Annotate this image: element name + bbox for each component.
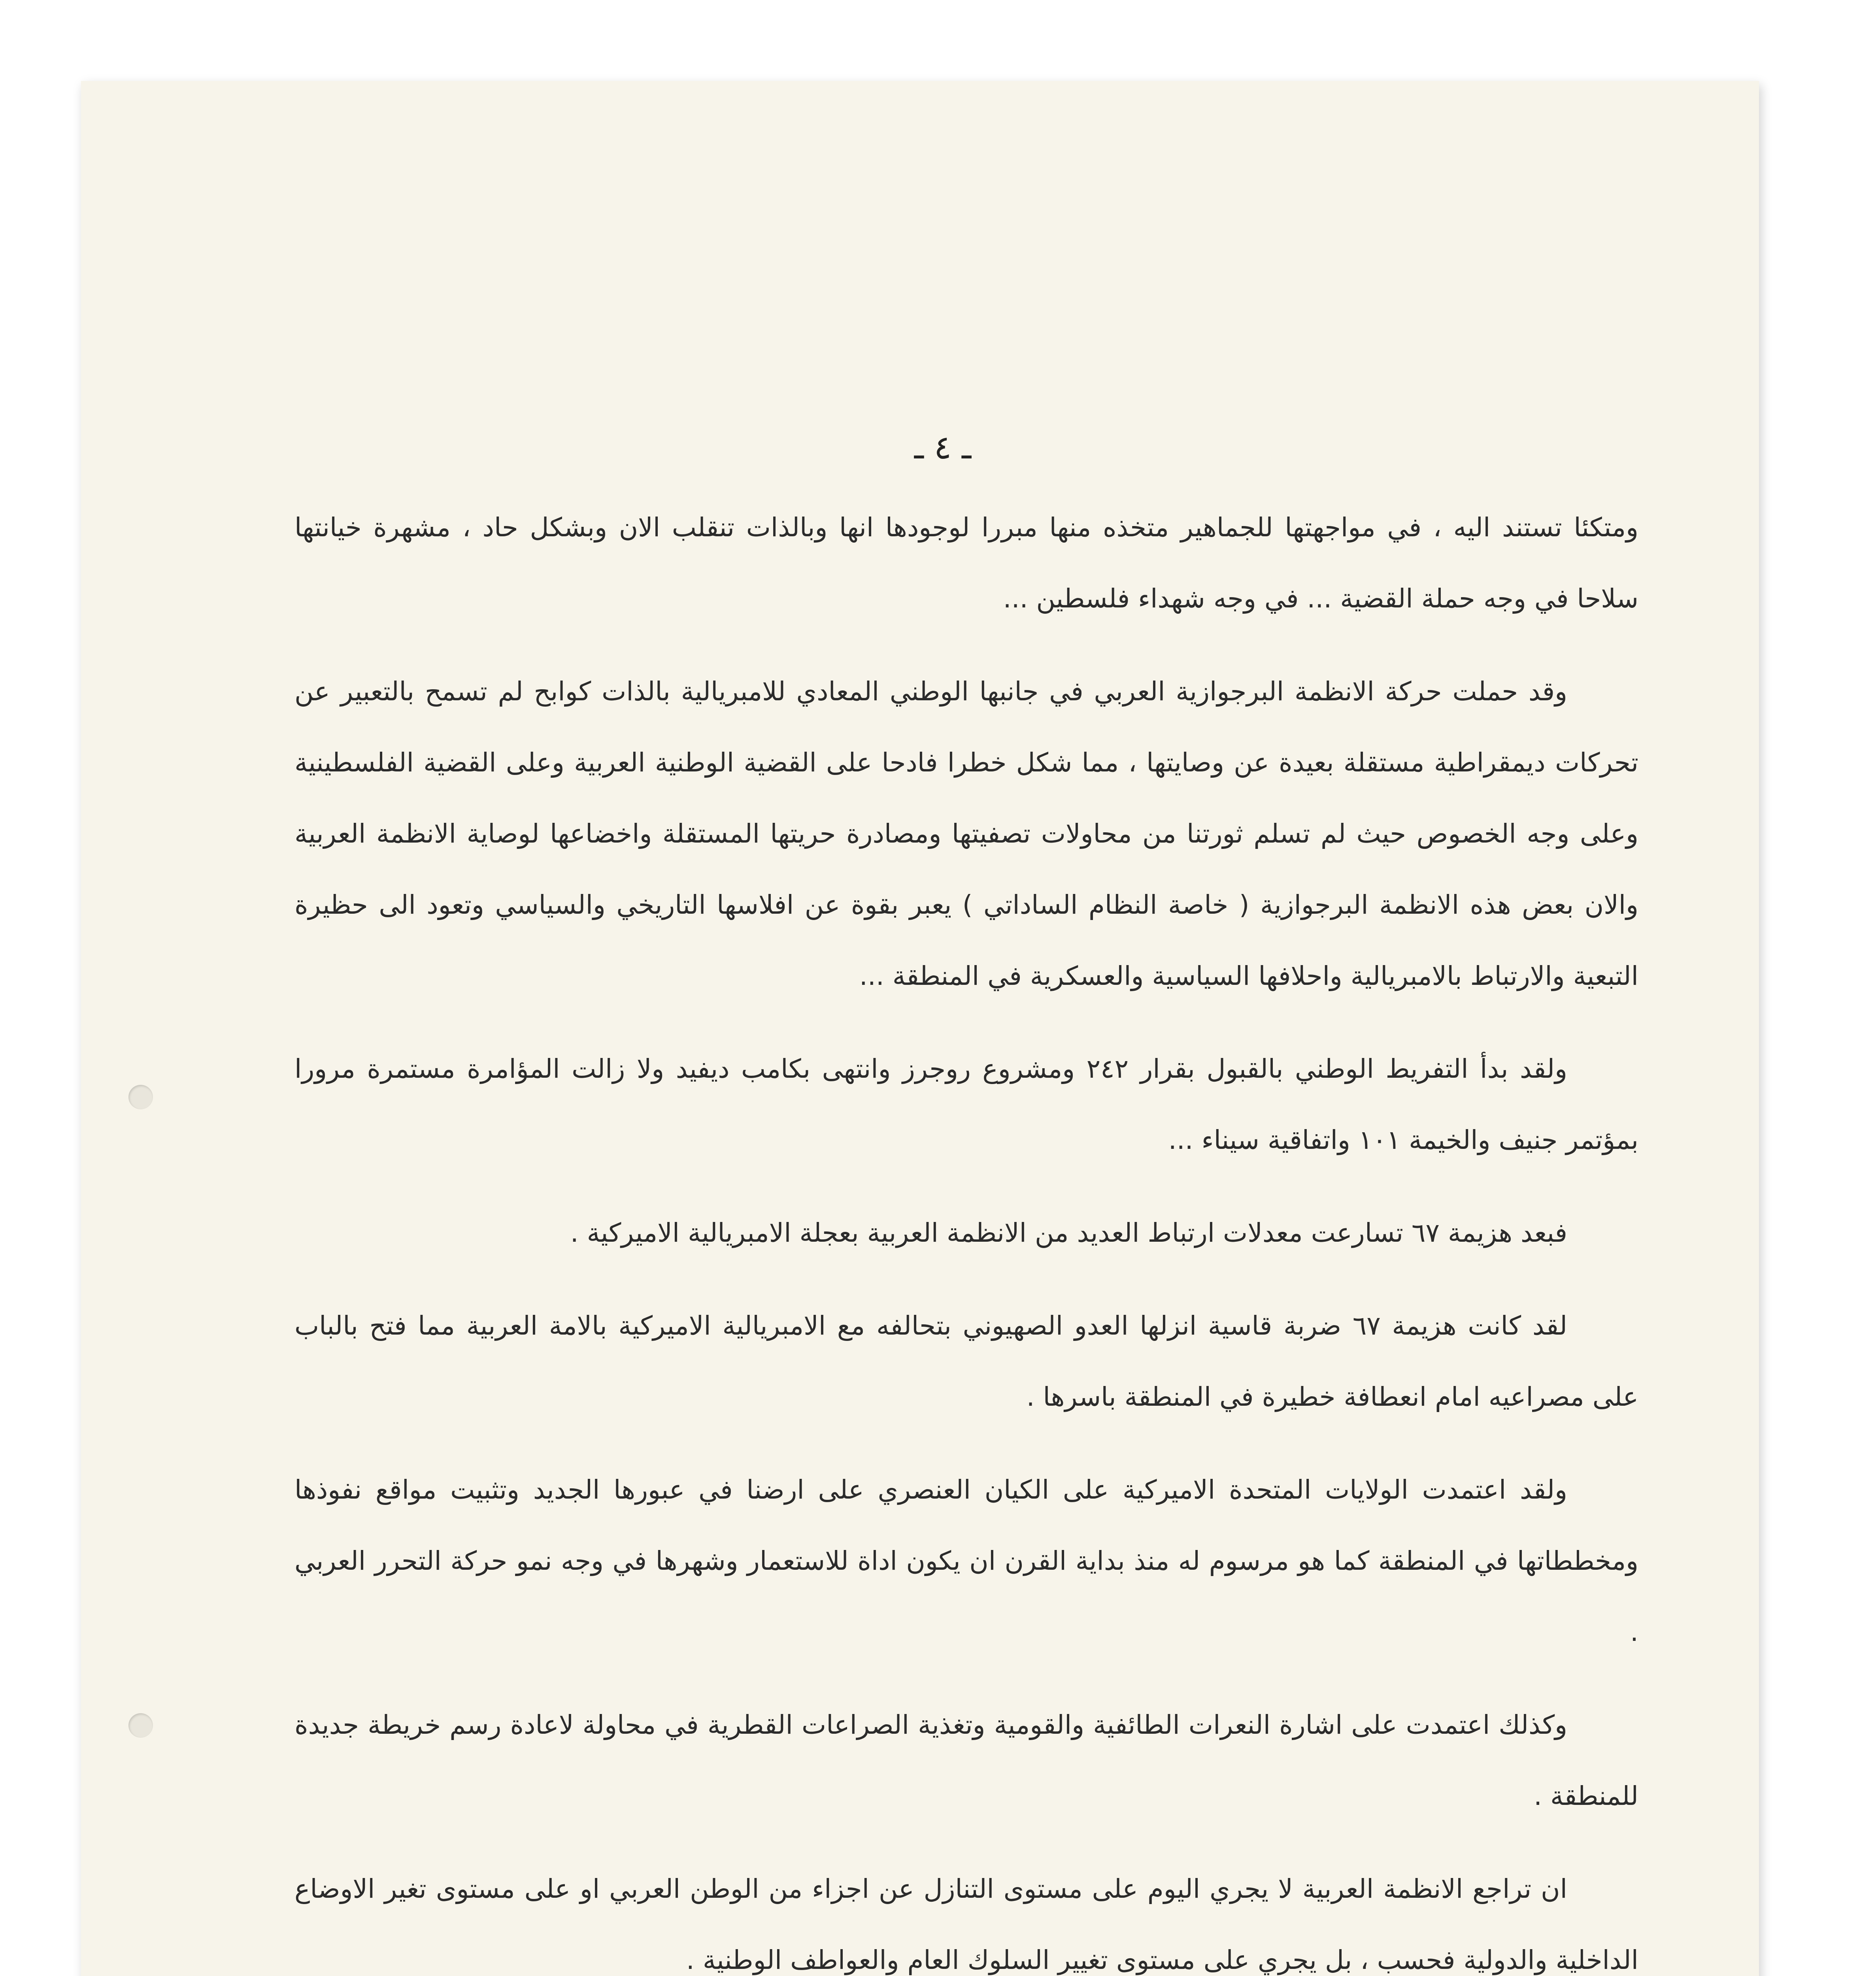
- paragraph-5: لقد كانت هزيمة ٦٧ ضربة قاسية انزلها العدو الصهيوني بتحالفه مع الامبريالية الاميركية بالامة العربية مما فتح بالباب على مصراعيه امام انعطافة خطيرة في المنطقة باسرها .: [294, 1310, 1638, 1412]
- paragraph-4: فبعد هزيمة ٦٧ تسارعت معدلات ارتباط العديد من الانظمة العربية بعجلة الامبريالية الاميركية .: [570, 1218, 1567, 1248]
- punch-hole-bottom: [128, 1713, 153, 1738]
- paper-sheet: [81, 81, 1759, 1976]
- page-number: ـ ٤ ـ: [914, 429, 972, 466]
- punch-hole-top: [128, 1085, 153, 1109]
- body-text: [294, 492, 1638, 1976]
- paragraph-2: وقد حملت حركة الانظمة البرجوازية العربي في جانبها الوطني المعادي للامبريالية بالذات كوابح لم تسمح بالتعبير عن تحركات ديمقراطية مستقلة بعيدة عن وصايتها ، مما شكل خطرا فادحا على القضية الوطنية العربية وعلى القضية الفلسطينية وعلى وجه الخصوص حيث لم تسلم ثورتنا من محاولات تصفيتها ومصادرة حريتها المستقلة واخضاعها لوصاية الانظمة العربية والان بعض هذه الانظمة البرجوازية ( خاصة النظام الساداتي ) يعبر بقوة عن افلاسها التاريخي والسياسي وتعود الى حظيرة التبعية والارتباط بالامبريالية واحلافها السياسية والعسكرية في المنطقة ...: [294, 676, 1638, 991]
- paragraph-6: ولقد اعتمدت الولايات المتحدة الاميركية على الكيان العنصري على ارضنا في عبورها الجديد وتثبيت مواقع نفوذها ومخططاتها في المنطقة كما هو مرسوم له منذ بداية القرن ان يكون اداة للاستعمار وشهرها في وجه نمو حركة التحرر العربي .: [294, 1474, 1638, 1647]
- paragraph-8: ان تراجع الانظمة العربية لا يجري اليوم على مستوى التنازل عن اجزاء من الوطن العربي او على مستوى تغير الاوضاع الداخلية والدولية فحسب ، بل يجري على مستوى تغيير السلوك العام والعواطف الوطنية .: [294, 1874, 1638, 1975]
- paragraph-3: ولقد بدأ التفريط الوطني بالقبول بقرار ٢٤٢ ومشروع روجرز وانتهى بكامب ديفيد ولا زالت المؤامرة مستمرة مرورا بمؤتمر جنيف والخيمة ١٠١ واتفاقية سيناء ...: [294, 1054, 1638, 1155]
- paragraph-1: ومتكئا تستند اليه ، في مواجهتها للجماهير متخذه منها مبررا لوجودها انها وبالذات تنقلب الان وبشكل حاد ، مشهرة خيانتها سلاحا في وجه حملة القضية ... في وجه شهداء فلسطين ...: [294, 512, 1638, 614]
- paragraph-7: وكذلك اعتمدت على اشارة النعرات الطائفية والقومية وتغذية الصراعات القطرية في محاولة لاعادة رسم خريطة جديدة للمنطقة .: [294, 1710, 1638, 1811]
